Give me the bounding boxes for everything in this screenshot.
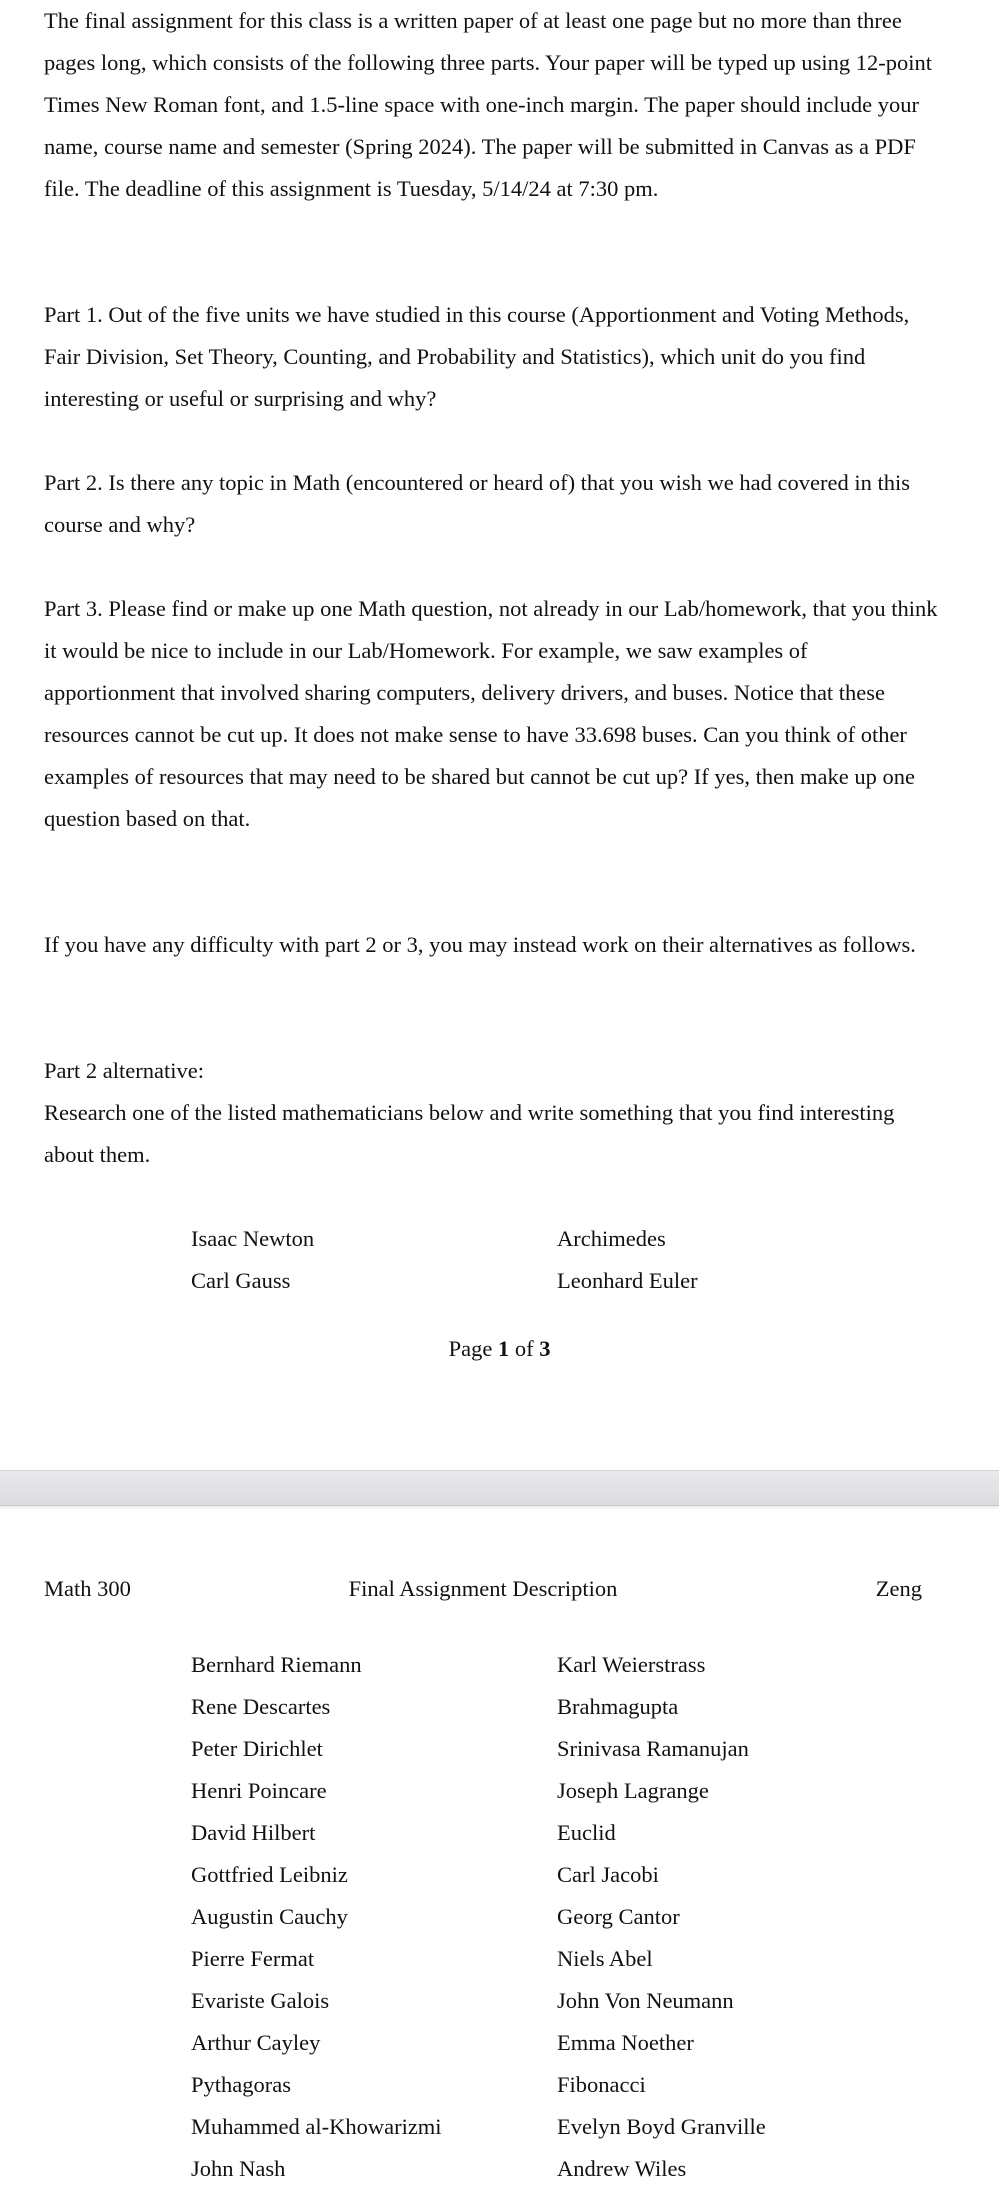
part2-alternative-text: Research one of the listed mathematicians below and write something that you find interesting about them. (44, 1100, 895, 1167)
page-number-footer (0, 1336, 999, 1362)
mathematician-name: Pierre Fermat (191, 1946, 315, 1971)
mathematician-row (0, 2064, 999, 2106)
header-instructor: Zeng (875, 1576, 922, 1601)
mathematician-name: Bernhard Riemann (191, 1652, 362, 1677)
mathematician-name: Georg Cantor (557, 1904, 680, 1929)
mathematician-row (0, 1854, 999, 1896)
mathematician-name: Muhammed al-Khowarizmi (191, 2114, 442, 2139)
mathematician-row (0, 1812, 999, 1854)
page-of-label: of (514, 1336, 534, 1361)
mathematician-row (0, 2148, 999, 2190)
mathematician-name: Gottfried Leibniz (191, 1862, 348, 1887)
mathematician-row (0, 2106, 999, 2148)
mathematician-name: Evelyn Boyd Granville (557, 2114, 766, 2139)
mathematician-name: Peter Dirichlet (191, 1736, 323, 1761)
mathematician-row (0, 1896, 999, 1938)
part2-alternative-section (44, 1050, 944, 1176)
mathematician-row (0, 1644, 999, 1686)
header-course: Math 300 (44, 1576, 131, 1601)
mathematician-name: Joseph Lagrange (557, 1778, 709, 1803)
part2-alternative-heading: Part 2 alternative: (44, 1058, 204, 1083)
mathematician-list-page1 (0, 1218, 999, 1302)
mathematician-name: Srinivasa Ramanujan (557, 1736, 749, 1761)
page-current: 1 (497, 1336, 510, 1361)
mathematician-name: Karl Weierstrass (557, 1652, 706, 1677)
mathematician-name: Henri Poincare (191, 1778, 327, 1803)
part2-paragraph: Part 2. Is there any topic in Math (encountered or heard of) that you wish we had covered in this course and why? (44, 470, 910, 537)
mathematician-row (0, 1686, 999, 1728)
mathematician-row (0, 1938, 999, 1980)
mathematician-name: John Von Neumann (557, 1988, 734, 2013)
mathematician-name: Augustin Cauchy (191, 1904, 348, 1929)
page-label: Page (448, 1336, 493, 1361)
mathematician-row (0, 1770, 999, 1812)
mathematician-name: Leonhard Euler (557, 1268, 698, 1293)
part1-paragraph: Part 1. Out of the five units we have studied in this course (Apportionment and Voting Methods, Fair Division, Set Theory, Counting, and Probability and Statistics), which unit do you find interesting or useful or surprising and why? (44, 302, 910, 411)
mathematician-name: Arthur Cayley (191, 2030, 321, 2055)
mathematician-name: Emma Noether (557, 2030, 694, 2055)
mathematician-name: Brahmagupta (557, 1694, 679, 1719)
page-separator (0, 1470, 999, 1506)
intro-paragraph: The final assignment for this class is a written paper of at least one page but no more than three pages long, which consists of the following three parts. Your paper will be typed up using 12-point Times New Roman font, and 1.5-line space with one-inch margin. The paper should include your name, course name and semester (Spring 2024). The paper will be submitted in Canvas as a PDF file. The deadline of this assignment is Tuesday, 5/14/24 at 7:30 pm. (44, 8, 933, 201)
mathematician-row (0, 2022, 999, 2064)
mathematician-name: Evariste Galois (191, 1988, 330, 2013)
mathematician-list-page2 (0, 1644, 999, 2190)
mathematician-name: Carl Gauss (191, 1268, 291, 1293)
mathematician-name: Fibonacci (557, 2072, 646, 2097)
part3-paragraph: Part 3. Please find or make up one Math question, not already in our Lab/homework, that you think it would be nice to include in our Lab/Homework. For example, we saw examples of apportionment that involved sharing computers, delivery drivers, and buses. Notice that these resources cannot be cut up. It does not make sense to have 33.698 buses. Can you think of other examples of resources that may need to be shared but cannot be cut up? If yes, then make up one question based on that. (44, 596, 938, 831)
mathematician-name: Archimedes (557, 1226, 666, 1251)
mathematician-row (0, 1980, 999, 2022)
alternatives-note-paragraph: If you have any difficulty with part 2 or 3, you may instead work on their alternatives as follows. (44, 932, 916, 957)
mathematician-name: Carl Jacobi (557, 1862, 659, 1887)
mathematician-name: Euclid (557, 1820, 616, 1845)
mathematician-name: Pythagoras (191, 2072, 291, 2097)
mathematician-row (0, 1728, 999, 1770)
header-title: Final Assignment Description (348, 1576, 618, 1601)
mathematician-name: Isaac Newton (191, 1226, 315, 1251)
mathematician-name: David Hilbert (191, 1820, 316, 1845)
page-total: 3 (539, 1336, 551, 1361)
page2-running-header (0, 1576, 999, 1608)
mathematician-name: John Nash (191, 2156, 286, 2181)
mathematician-name: Rene Descartes (191, 1694, 331, 1719)
mathematician-row (0, 1218, 999, 1260)
mathematician-row (0, 1260, 999, 1302)
mathematician-name: Niels Abel (557, 1946, 653, 1971)
mathematician-name: Andrew Wiles (557, 2156, 687, 2181)
